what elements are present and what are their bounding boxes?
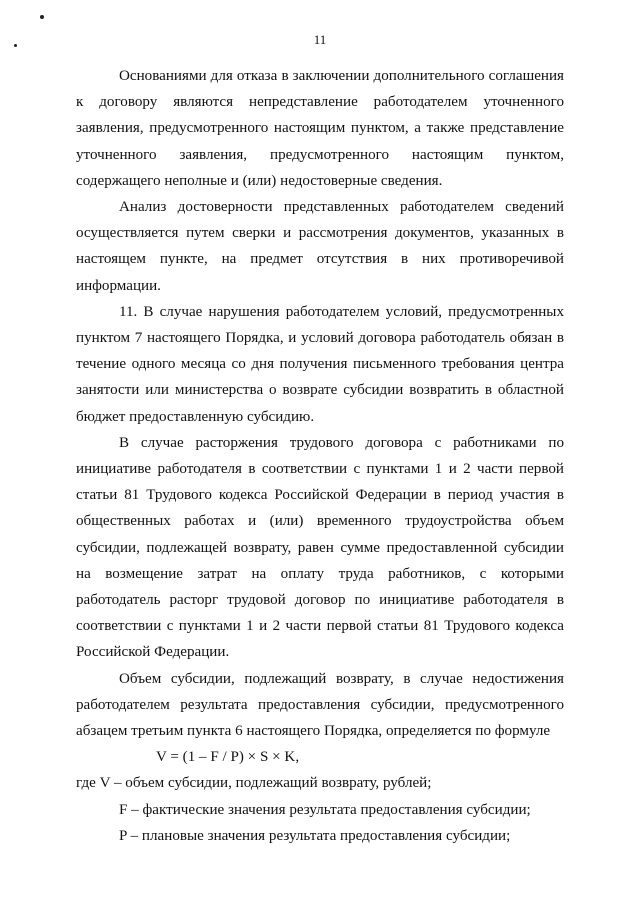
document-body <box>76 63 564 849</box>
scan-speck <box>14 44 17 47</box>
formula: V = (1 – F / P) × S × K, <box>156 749 300 766</box>
scan-speck <box>40 15 44 19</box>
paragraph: Объем субсидии, подлежащий возврату, в случае недостижения работодателем результата предоставления субсидии, предусмотренного абзацем третьим пункта 6 настоящего Порядка, определяется по формуле <box>76 670 564 740</box>
definition-f: F – фактические значения результата предоставления субсидии; <box>119 801 531 818</box>
paragraph: В случае расторжения трудового договора с работниками по инициативе работодателя в соответствии с пунктами 1 и 2 части первой статьи 81 Трудового кодекса Российской Федерации в период участия в общественных работах и (или) временного трудоустройства объем субсидии, подлежащей возврату, равен сумме предоставленной субсидии на возмещение затрат на оплату труда работников, с которыми работодатель расторг трудовой договор по инициативе работодателя в соответствии с пунктами 1 и 2 части первой статьи 81 Трудового кодекса Российской Федерации. <box>76 434 564 661</box>
definition-p: P – плановые значения результата предоставления субсидии; <box>119 827 511 844</box>
paragraph: Анализ достоверности представленных работодателем сведений осуществляется путем сверки и рассмотрения документов, указанных в настоящем пункте, на предмет отсутствия в них противоречивой информации. <box>76 199 564 294</box>
paragraph: 11. В случае нарушения работодателем условий, предусмотренных пунктом 7 настоящего Порядка, и условий договора работодатель обязан в течение одного месяца со дня получения письменного требования центра занятости или министерства о возврате субсидии возвратить в областной бюджет предоставленную субсидию. <box>76 303 564 425</box>
paragraph: Основаниями для отказа в заключении дополнительного соглашения к договору являются непредставление работодателем уточненного заявления, предусмотренного настоящим пунктом, а также представление уточненного заявления, предусмотренного настоящим пунктом, содержащего неполные и (или) недостоверные сведения. <box>76 68 564 189</box>
page-number: 11 <box>313 32 327 47</box>
definition-v: где V – объем субсидии, подлежащий возврату, рублей; <box>76 775 432 792</box>
